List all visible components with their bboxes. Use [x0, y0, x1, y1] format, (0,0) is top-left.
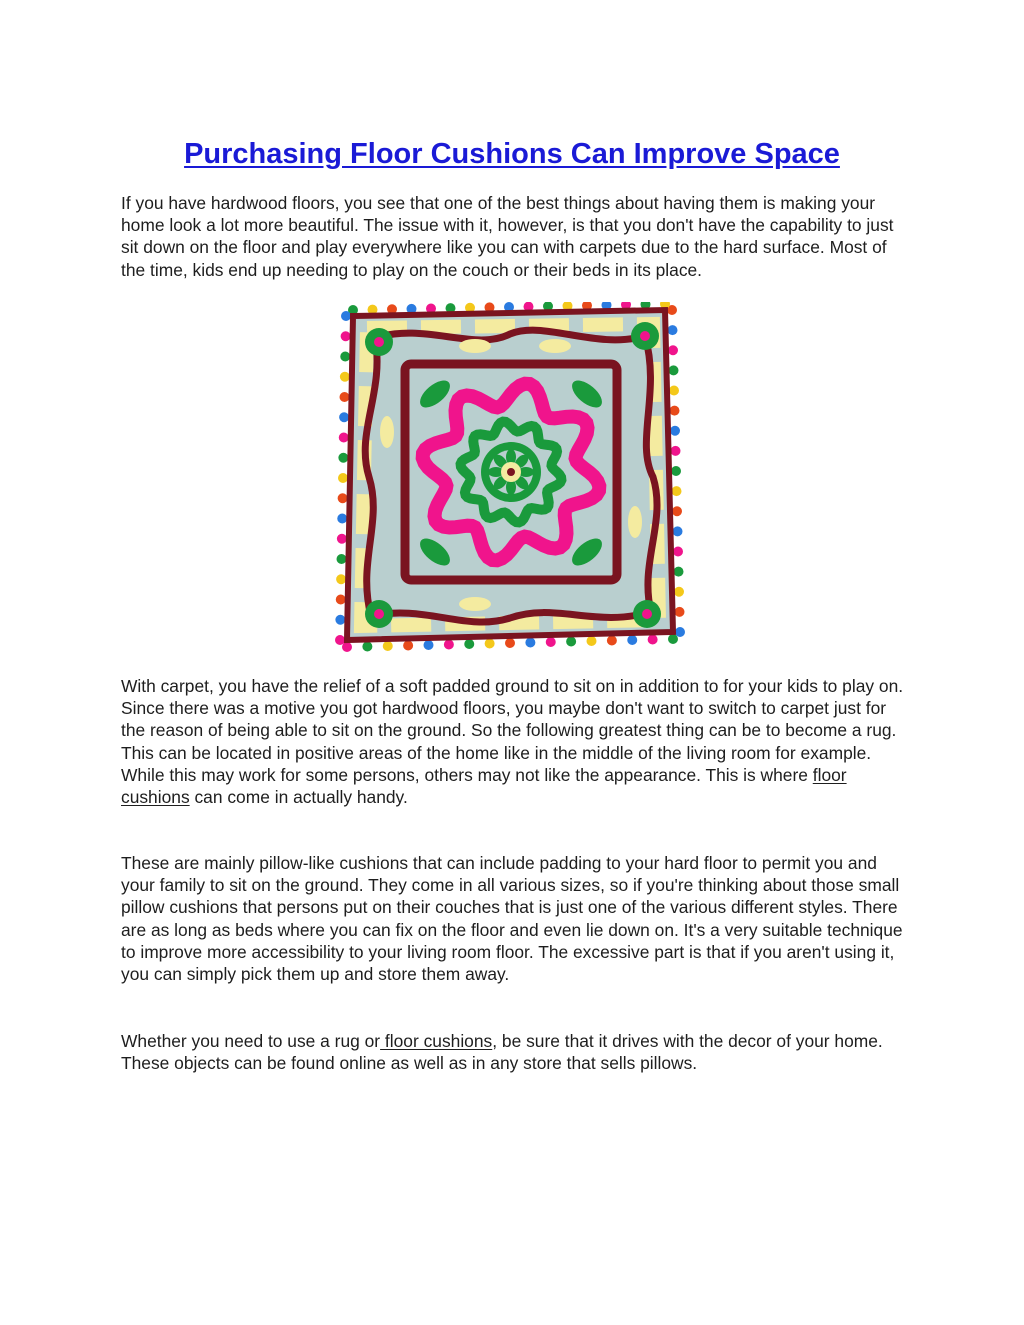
- paragraph-carpet: [121, 675, 911, 808]
- paragraph-decor-text-b: , be sure that it drives with the decor of your home. These objects can be found online as well as in any store that sells pillows.: [121, 1031, 883, 1074]
- cushion-image: [335, 302, 685, 654]
- paragraph-pillows: These are mainly pillow-like cushions that can include padding to your hard floor to permit you and your family to sit on the ground. They come in all various sizes, so if you're thinking about those small pillow cushions that persons put on their couches that is just one of the various different styles. There are as long as beds where you can fix on the floor and even lie down on. It's a very suitable technique to improve more accessibility to your living room floor. The excessive part is that if you aren't using it, you can simply pick them up and store them away.: [121, 853, 903, 985]
- floor-cushions-link[interactable]: floor cushions: [121, 764, 847, 808]
- paragraph-decor-text-a: Whether you need to use a rug or: [121, 1031, 381, 1051]
- paragraph-intro: If you have hardwood floors, you see that one of the best things about having them is making your home look a lot more beautiful. The issue with it, however, is that you don't have the capability to just sit down on the floor and play everywhere like you can with carpets due to the hard surface. Most of the time, kids end up needing to play on the couch or their beds in its place.: [121, 193, 894, 280]
- floor-cushions-link-2[interactable]: floor cushions: [380, 1031, 493, 1051]
- paragraph-carpet-text-a: With carpet, you have the relief of a soft padded ground to sit on in addition to for your kids to play on. Since there was a motive you got hardwood floors, you maybe don't want to switch to carpet just for the reason of being able to sit on the ground. So the following greatest thing can be to become a rug. This can be located in positive areas of the home like in the middle of the living room for example. While this may work for some persons, others may not like the appearance. This is where: [121, 676, 904, 785]
- paragraph-carpet-text-b: can come in actually handy.: [189, 787, 408, 808]
- article-title[interactable]: Purchasing Floor Cushions Can Improve Space: [184, 138, 840, 170]
- embroidered-cushion-illustration: [335, 302, 685, 654]
- paragraph-decor: [121, 1030, 911, 1074]
